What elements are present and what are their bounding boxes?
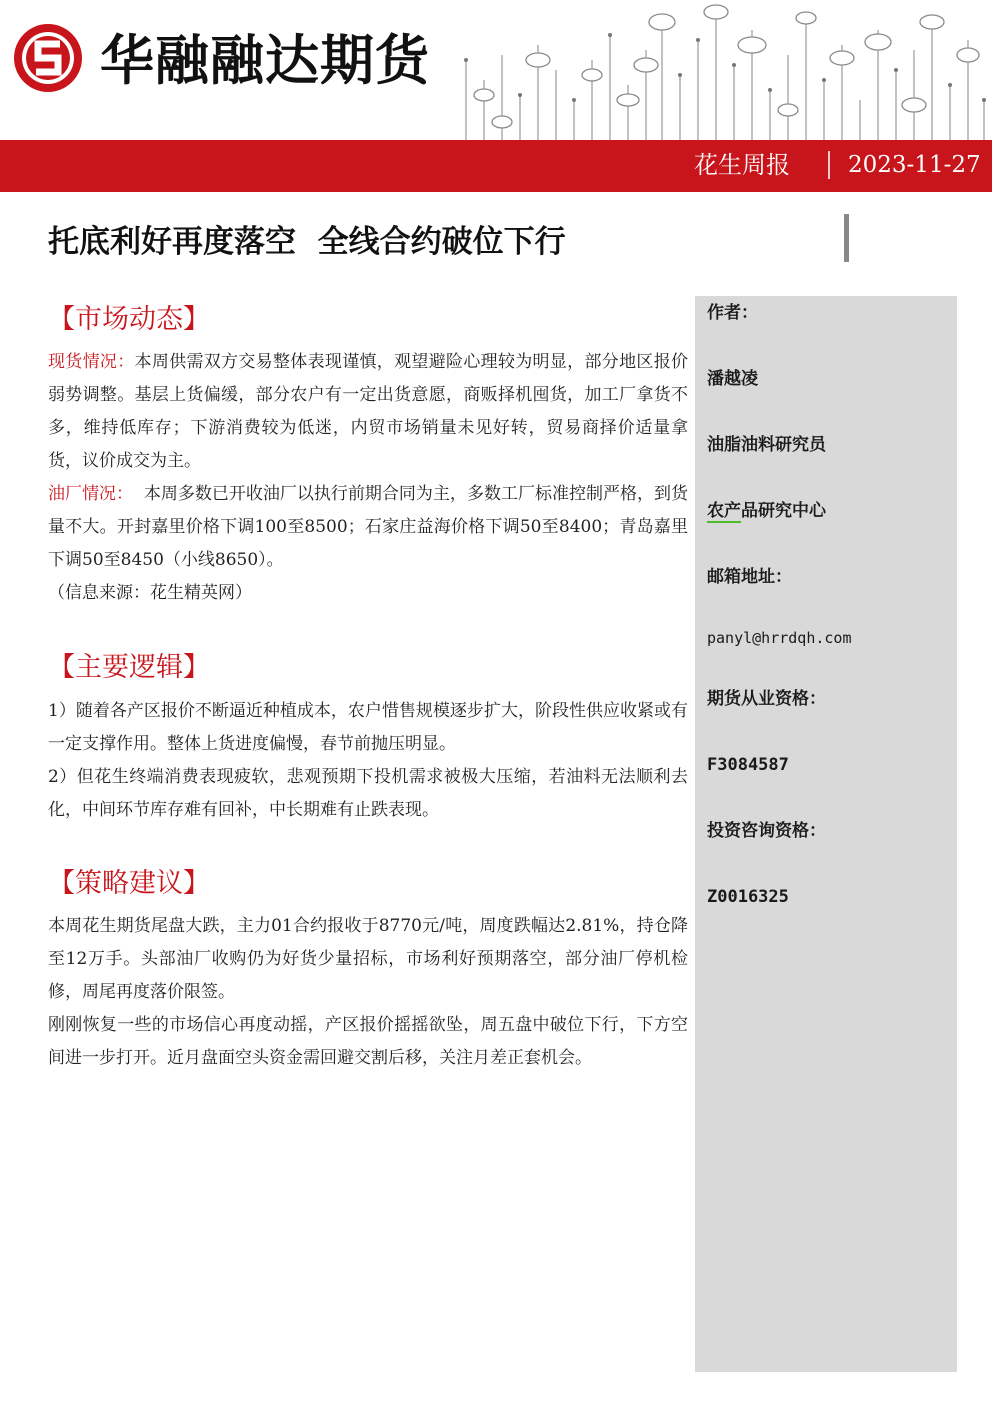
report-red-bar [0, 140, 992, 192]
logic-heading: 【主要逻辑】 [48, 652, 210, 683]
oil-label: 油厂情况： [48, 484, 134, 504]
strategy-heading: 【策略建议】 [48, 868, 210, 899]
spot-text: 本周供需双方交易整体表现谨慎，观望避险心理较为明显，部分地区报价弱势调整。基层上货偏缓，部分农户有一定出货意愿，商贩择机囤货，加工厂拿货不多，维持低库存；下游消费较为低迷，内贸市场销量未见好转，贸易商择价适量拿货，议价成交为主。 [48, 352, 689, 471]
logic-paragraph-2: 2）但花生终端消费表现疲软，悲观预期下投机需求被极大压缩，若油料无法顺利去化，中间环节库存难有回补，中长期难有止跌表现。 [48, 767, 688, 820]
futures-qual-label: 期货从业资格： [707, 689, 826, 709]
author-email[interactable]: panyl@hrrdqh.com [707, 629, 852, 647]
logic-paragraph-1: 1）随着各产区报价不断逼近种植成本，农户惜售规模逐步扩大，阶段性供应收紧或有一定支撑作用。整体上货进度偏慢，春节前抛压明显。 [48, 701, 688, 754]
invest-qual-label: 投资咨询资格： [707, 821, 826, 841]
info-source: （信息来源：花生精英网） [48, 583, 252, 603]
department-suffix: 品研究中心 [741, 501, 826, 521]
header-separator [828, 151, 830, 179]
spot-label: 现货情况： [48, 352, 135, 372]
spot-paragraph [48, 346, 688, 478]
author-department [707, 500, 826, 522]
strategy-paragraph-2: 刚刚恢复一些的市场信心再度动摇，产区报价摇摇欲坠，周五盘中破位下行，下方空间进一步打开。近月盘面空头资金需回避交割后移，关注月差正套机会。 [48, 1015, 688, 1068]
author-position: 油脂油料研究员 [707, 435, 826, 455]
department-prefix: 农产 [707, 501, 741, 521]
email-label: 邮箱地址： [707, 567, 792, 587]
oil-text: 本周多数已开收油厂以执行前期合同为主，多数工厂标准控制严格，到货量不大。开封嘉里价格下调100至8500；石家庄益海价格下调50至8400；青岛嘉里下调50至8450（小线8650）。 [48, 484, 689, 570]
invest-qual-number: Z0016325 [707, 887, 789, 907]
author-label: 作者： [707, 303, 758, 323]
futures-qual-number: F3084587 [707, 755, 789, 775]
company-name: 华融融达期货 [100, 29, 430, 92]
title-mark [844, 214, 849, 262]
report-date: 2023-11-27 [848, 152, 981, 178]
market-heading: 【市场动态】 [48, 304, 210, 335]
hrrd-s-logo-icon [12, 22, 84, 94]
strategy-paragraph-1: 本周花生期货尾盘大跌，主力01合约报收于8770元/吨，周度跌幅达2.81%，持仓降至12万手。头部油厂收购仍为好货少量招标，市场利好预期落空，部分油厂停机检修，周尾再度落价限签。 [48, 916, 688, 1002]
oil-paragraph [48, 478, 688, 577]
report-header [0, 0, 992, 140]
report-title: 托底利好再度落空 全线合约破位下行 [48, 224, 566, 260]
author-name: 潘越凌 [707, 369, 758, 389]
report-type: 花生周报 [694, 151, 790, 179]
decorative-circuit-graphic [456, 0, 992, 140]
